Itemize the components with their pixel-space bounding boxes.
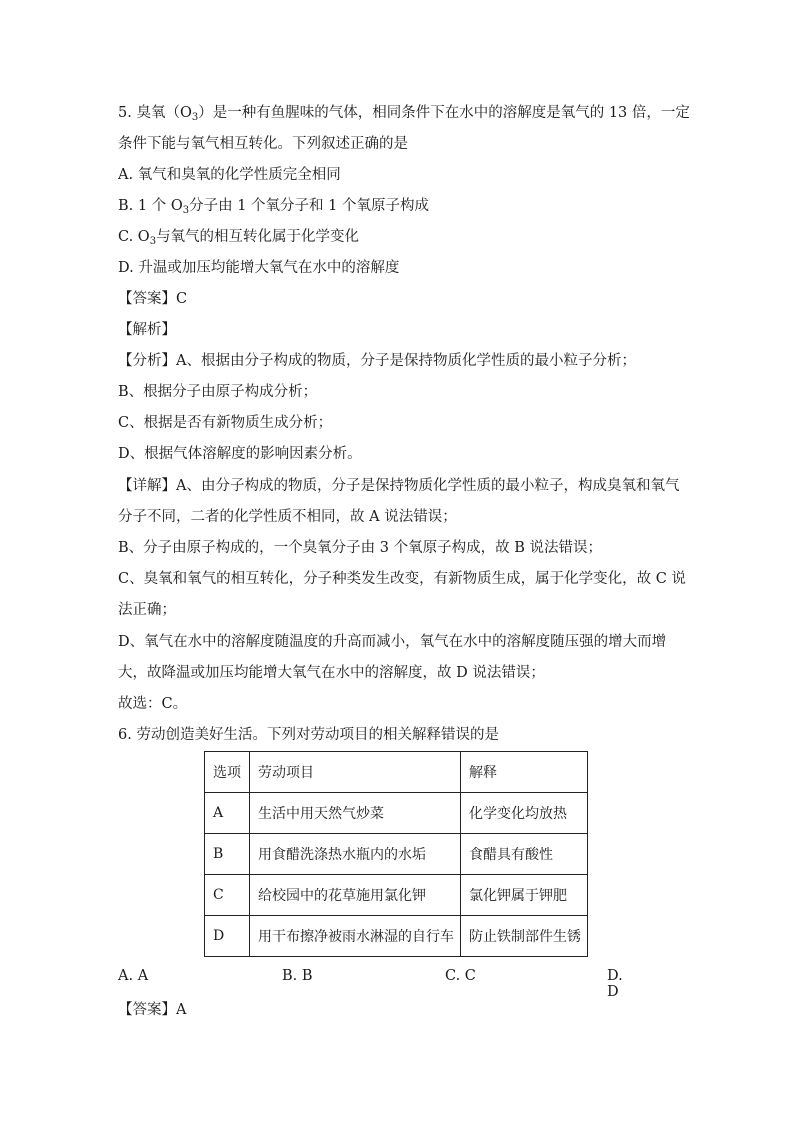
table-cell: 氯化钾属于钾肥 [461,875,588,916]
table-header-row [205,752,588,793]
q6-options-table [204,751,588,957]
q5-analysis-label: 【解析】 [118,322,176,338]
table-cell: 食醋具有酸性 [461,834,588,875]
q5-option-b: B. 1 个 $O_3$分子由 1 个氧分子和 1 个氧原子构成 [118,198,429,216]
q5-fenxi-2: B、根据分子由原子构成分析； [118,384,318,400]
q6-stem: 6. 劳动创造美好生活。下列对劳动项目的相关解释错误的是 [118,727,499,743]
table-cell: C [205,875,250,916]
table-header-cell: 解释 [461,752,588,793]
q5-fenxi-4: D、根据气体溶解度的影响因素分析。 [118,446,362,462]
table-cell: 生活中用天然气炒菜 [250,793,461,834]
q5-conclusion: 故选：C。 [118,696,188,712]
q5-xiangjie-1b: 分子不同，二者的化学性质不相同，故 A 说法错误； [118,509,457,525]
q5-fenxi-3: C、根据是否有新物质生成分析； [118,415,333,431]
q5-xiangjie-4a: D、氧气在水中的溶解度随温度的升高而减小，氧气在水中的溶解度随压强的增大而增 [118,634,667,650]
q5-xiangjie-3b: 法正确； [118,602,176,618]
q5-xiangjie-3a: C、臭氧和氧气的相互转化，分子种类发生改变，有新物质生成，属于化学变化，故 C 说 [118,571,686,587]
q6-choices [118,968,638,1000]
q6-choice-c: C. C [445,968,476,984]
q6-choice-a: A. A [118,968,149,984]
table-cell: A [205,793,250,834]
q5-option-d: D. 升温或加压均能增大氧气在水中的溶解度 [118,260,400,276]
q5-xiangjie-2: B、分子由原子构成的，一个臭氧分子由 3 个氧原子构成，故 B 说法错误； [118,540,602,556]
table-cell: 用食醋洗涤热水瓶内的水垢 [250,834,461,875]
table-row [205,875,588,916]
q6-choice-d: D. D [607,968,623,1000]
table-header-cell: 劳动项目 [250,752,461,793]
table-row [205,793,588,834]
q5-option-c: C. $O_3$与氧气的相互转化属于化学变化 [118,229,360,247]
q5-answer: 【答案】C [118,291,188,307]
table-cell: B [205,834,250,875]
q5-xiangjie-1a: 【详解】A、由分子构成的物质，分子是保持物质化学性质的最小粒子，构成臭氧和氧气 [118,478,680,494]
q5-stem-line-2: 条件下能与氧气相互转化。下列叙述正确的是 [118,136,408,152]
q5-xiangjie-4b: 大，故降温或加压均能增大氧气在水中的溶解度，故 D 说法错误； [118,665,545,681]
table-row [205,834,588,875]
table-cell: 化学变化均放热 [461,793,588,834]
q6-answer: 【答案】A [118,1002,187,1018]
table-cell: D [205,916,250,957]
q6-choice-b: B. B [282,968,313,984]
table-cell: 给校园中的花草施用氯化钾 [250,875,461,916]
q5-stem-line-1: 5. 臭氧$(O_3)$是一种有鱼腥味的气体，相同条件下在水中的溶解度是氧气的 13 倍，一定 [118,105,690,123]
q5-fenxi-1: 【分析】A、根据由分子构成的物质，分子是保持物质化学性质的最小粒子分析； [118,353,636,369]
table-cell: 用干布擦净被雨水淋湿的自行车 [250,916,461,957]
table-header-cell: 选项 [205,752,250,793]
table-row [205,916,588,957]
table-cell: 防止铁制部件生锈 [461,916,588,957]
q5-option-a: A. 氧气和臭氧的化学性质完全相同 [118,167,341,183]
